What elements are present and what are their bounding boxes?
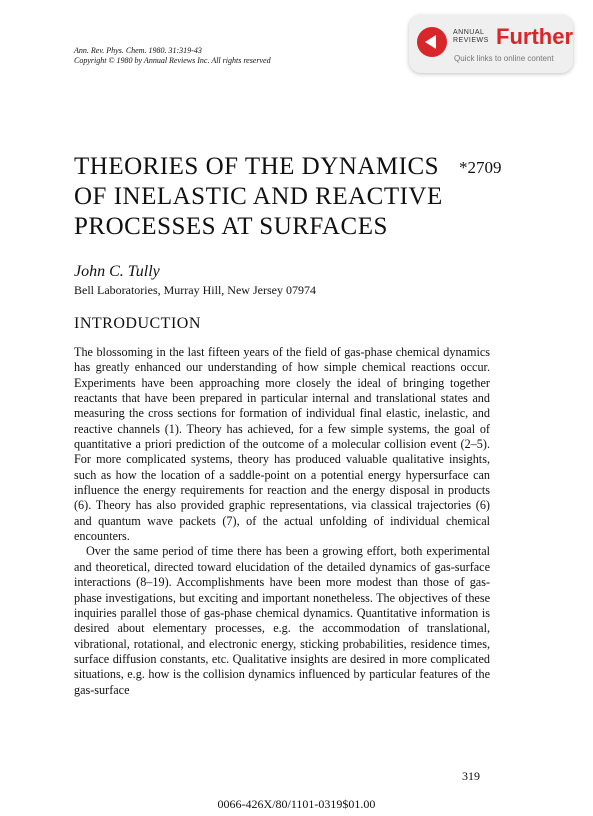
- reviews-label: REVIEWS: [453, 37, 489, 44]
- article-code: 0066-426X/80/1101-0319$01.00: [217, 797, 376, 811]
- badge-tagline: Quick links to online content: [454, 54, 554, 63]
- citation-line-2: Copyright © 1980 by Annual Reviews Inc. All rights reserved: [74, 56, 271, 65]
- title-line-1: THEORIES OF THE DYNAMICS: [74, 153, 440, 180]
- section-heading: INTRODUCTION: [74, 315, 201, 332]
- article-body: [74, 345, 490, 698]
- further-badge-link[interactable]: [409, 15, 573, 73]
- paragraph-1: The blossoming in the last fifteen years of the field of gas-phase chemical dynamics has greatly enhanced our understanding of how simple chemical reactions occur. Experiments have been approaching more closely the ideal of bringing together reactants that have been prepared in particular internal and translational states and measuring the cross sections for formation of individual final elastic, inelastic, and reactive channels (1). Theory has achieved, for a few simple systems, the goal of quantitative a priori prediction of the outcome of a molecular collision event (2–5). For more complicated systems, theory has produced valuable qualitative insights, such as how the location of a saddle-point on a potential energy hypersurface can influence the energy requirements for reaction and the energy disposal in products (6). Theory has also provided graphic representations, via classical trajectories (6) and quantum wave packets (7), of the actual unfolding of individual chemical encounters.: [74, 345, 490, 544]
- citation-line-1: Ann. Rev. Phys. Chem. 1980. 31:319-43: [74, 46, 202, 55]
- further-label: Further: [496, 24, 573, 49]
- journal-citation: [74, 46, 271, 66]
- left-arrow-icon: [425, 35, 436, 49]
- title-line-2: OF INELASTIC AND REACTIVE: [74, 183, 443, 210]
- author-name: John C. Tully: [74, 263, 160, 280]
- title-line-3: PROCESSES AT SURFACES: [74, 213, 388, 240]
- paragraph-2: Over the same period of time there has been a growing effort, both experimental and theoretical, directed toward elucidation of the detailed dynamics of gas-surface interactions (8–19). Accomplishments have been more modest than those of gas-phase investigations, but exciting and important nonetheless. The objectives of these inquiries parallel those of gas-phase chemical dynamics. Quantitative information is desired about elementary processes, e.g. the accommodation of translational, vibrational, rotational, and electronic energy, sticking probabilities, residence times, surface diffusion constants, etc. Qualitative insights are desired in more complicated situations, e.g. how is the collision dynamics influenced by particular features of the gas-surface: [74, 544, 490, 697]
- annual-reviews-logo-icon: [417, 27, 447, 57]
- author-affiliation: Bell Laboratories, Murray Hill, New Jersey 07974: [74, 283, 316, 297]
- reference-number: *2709: [459, 158, 502, 177]
- annual-reviews-wordmark: [453, 29, 489, 45]
- page-number: 319: [462, 769, 480, 783]
- annual-label: ANNUAL: [453, 29, 485, 36]
- article-title: [74, 152, 454, 242]
